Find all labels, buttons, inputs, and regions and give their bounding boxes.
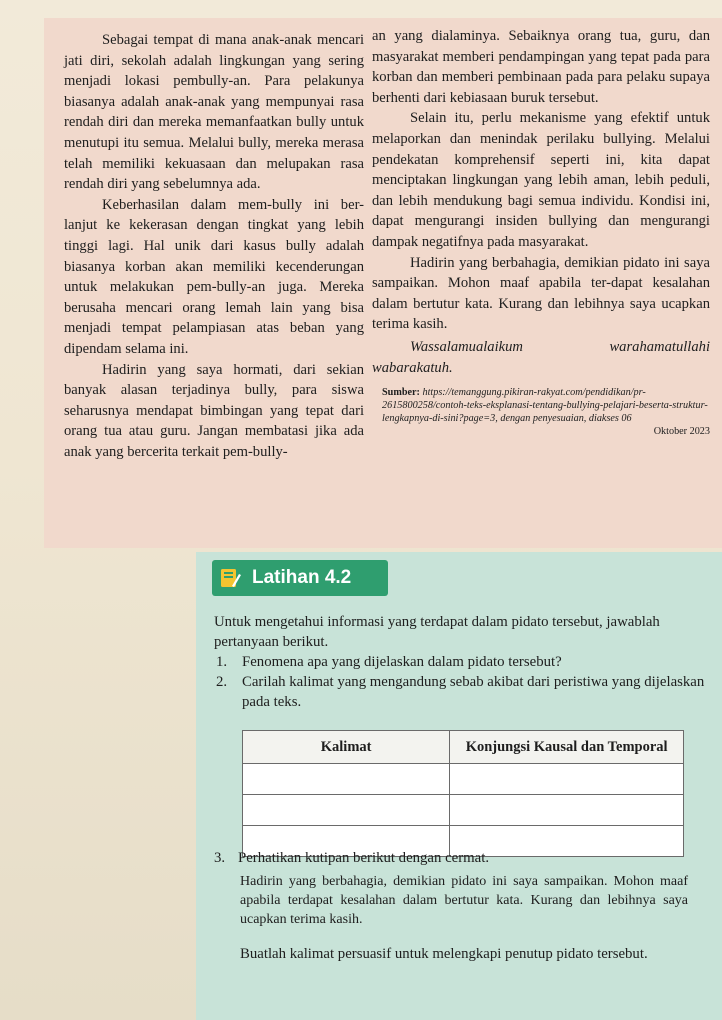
answer-table — [242, 730, 684, 857]
speech-left-column — [64, 30, 364, 462]
source-citation — [372, 386, 710, 438]
table-header-row — [243, 731, 684, 764]
exercise-questions — [214, 612, 706, 712]
speech-paragraph: Hadirin yang berbahagia, demikian pidato ini saya sampaikan. Mohon maaf apabila ter-dapat kesalahan dalam bertutur kata. Kurang dan lebihnya saya ucapkan terima kasih. — [372, 254, 710, 333]
question-number: 2. — [216, 674, 228, 690]
speech-right-column — [372, 26, 710, 438]
question-text: Perhatikan kutipan berikut dengan cermat. — [238, 850, 490, 866]
question-number: 1. — [216, 654, 228, 670]
question-text: Fenomena apa yang dijelaskan dalam pidato tersebut? — [242, 654, 562, 670]
speech-paragraph: Keberhasilan dalam mem-bully ini ber-lanjut ke kekerasan dengan tingkat yang lebih tinggi lagi. Hal unik dari kasus bully adalah biasanya korban akan memiliki kecenderungan untuk melakukan pem-bully-an juga. Mereka berusaha mencari orang lemah lain yang bisa menjadi tempat pelampiasan atas beban yang dipendam selama ini. — [64, 196, 364, 357]
speech-closing: Wassalamualaikum warahamatullahi wabarakatuh. — [372, 338, 710, 376]
column-header-konjungsi: Konjungsi Kausal dan Temporal — [450, 731, 684, 764]
question-3 — [214, 848, 694, 868]
speech-paragraph: Selain itu, perlu mekanisme yang efektif untuk melaporkan dan menindak perilaku bullying. Melalui pendekatan komprehensif seperti ini, kita dapat menciptakan lingkungan yang lebih aman, lebih peduli, dan lebih mendukung bagi semua individu. Kondisi ini, dapat mengurangi insiden bullying dan mengurangi dampak negatifnya pada masyarakat. — [372, 110, 710, 250]
column-header-kalimat: Kalimat — [243, 731, 450, 764]
answer-cell[interactable] — [450, 764, 684, 795]
speech-paragraph: Sebagai tempat di mana anak-anak mencari jati diri, sekolah adalah lingkungan yang sering menjadi lokasi pembully-an. Para pelakunya biasanya adalah anak-anak yang mempunyai rasa rendah diri dan mereka memanfaatkan bully untuk menutupi itu semua. Melalui bully, mereka merasa telah memiliki kekuasaan dan melupakan rasa rendah diri yang sebelumnya ada. — [64, 32, 364, 193]
question-text: Carilah kalimat yang mengandung sebab akibat dari peristiwa yang dijelaskan pada teks. — [242, 674, 705, 710]
speech-paragraph: an yang dialaminya. Sebaiknya orang tua, guru, dan masyarakat memberi pendampingan yang tepat pada para korban dan memberi pembinaan pada para pelaku supaya berhenti dari kebiasaan buruk tersebut. — [372, 28, 710, 106]
table-row — [243, 795, 684, 826]
answer-cell[interactable] — [243, 795, 450, 826]
question-3-instruction: Buatlah kalimat persuasif untuk melengkapi penutup pidato tersebut. — [240, 946, 648, 962]
speech-quote: Hadirin yang berbahagia, demikian pidato ini saya sampaikan. Mohon maaf apabila terdapat kesalahan dalam bertutur kata. Kurang dan lebihnya saya ucapkan terima kasih. — [240, 874, 688, 927]
question-1 — [214, 652, 706, 672]
answer-cell[interactable] — [450, 795, 684, 826]
exercise-title: Latihan 4.2 — [252, 567, 352, 588]
question-2 — [214, 672, 706, 712]
answer-cell[interactable] — [243, 764, 450, 795]
exercise-icon — [218, 566, 242, 590]
source-label: Sumber: — [382, 387, 420, 399]
exercise-intro: Untuk mengetahui informasi yang terdapat dalam pidato tersebut, jawablah pertanyaan berikut. — [214, 614, 660, 650]
source-url: https://temanggung.pikiran-rakyat.com/pendidikan/pr-2615800258/contoh-teks-eksplanasi-tentang-bullying-pelajari-beserta-struktur-lengkapnya-di-sini?page=3, dengan penyesuaian, diakses 06 — [382, 387, 708, 425]
question-number: 3. — [214, 850, 226, 866]
table-row — [243, 764, 684, 795]
speech-paragraph: Hadirin yang saya hormati, dari sekian banyak alasan terjadinya bully, para siswa seharusnya mendapat bimbingan yang tepat dari orang tua atau guru. Jangan membatasi jika ada anak yang bercerita terkait pem-bully- — [64, 361, 364, 460]
source-date: Oktober 2023 — [653, 426, 710, 438]
